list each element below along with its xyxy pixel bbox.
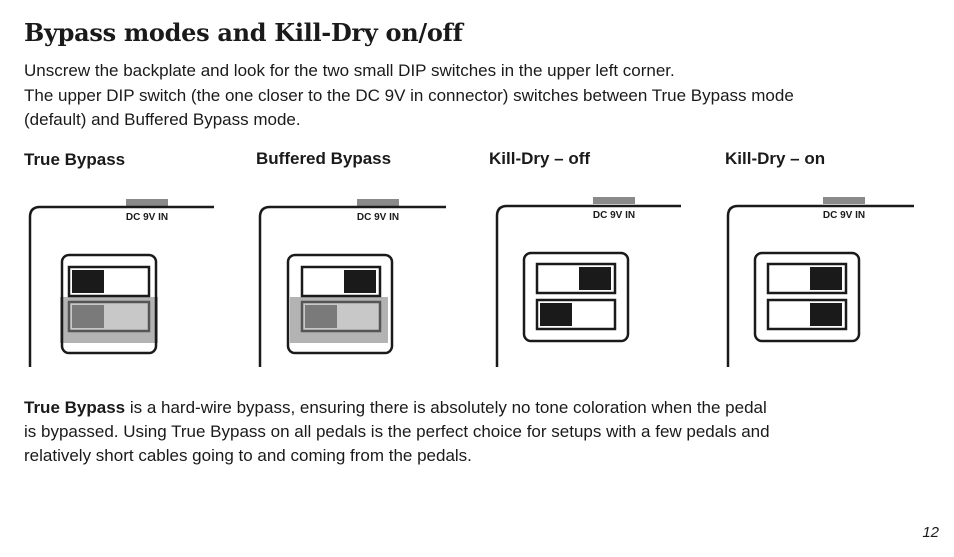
description-line	[24, 396, 939, 420]
description-line: relatively short cables going to and coming from the pedals.	[24, 446, 472, 465]
intro-line: (default) and Buffered Bypass mode.	[24, 110, 301, 129]
description-paragraph	[24, 396, 939, 468]
dc-9v-in-label: DC 9V IN	[356, 212, 400, 223]
page-number: 12	[922, 524, 939, 541]
lower-switch-knob	[305, 305, 337, 328]
dc-9v-in-label: DC 9V IN	[125, 212, 169, 223]
dip-switch-illustration	[28, 199, 218, 369]
dip-diagram-buffered-bypass	[258, 199, 448, 369]
dc-connector	[593, 197, 635, 204]
dc-9v-in-label: DC 9V IN	[822, 210, 866, 221]
dc-connector	[126, 199, 168, 206]
upper-switch-knob	[72, 270, 104, 293]
dc-connector	[823, 197, 865, 204]
lower-switch-knob	[540, 303, 572, 326]
diagram-label-kill-dry-on: Kill-Dry – on	[725, 149, 826, 168]
diagram-label-true-bypass: True Bypass	[24, 150, 126, 169]
lower-switch-knob	[72, 305, 104, 328]
dc-connector	[357, 199, 399, 206]
dip-diagram-true-bypass	[28, 199, 218, 369]
intro-line: The upper DIP switch (the one closer to the DC 9V in connector) switches between True Bypass mode	[24, 85, 794, 105]
dip-diagram-kill-dry-on	[726, 197, 916, 367]
dip-diagram-kill-dry-off	[495, 197, 685, 367]
intro-paragraph	[24, 59, 939, 133]
diagram-label-buffered-bypass: Buffered Bypass	[256, 149, 392, 168]
upper-switch-knob	[344, 270, 376, 293]
dip-switch-illustration	[726, 197, 916, 367]
upper-switch-knob	[579, 267, 611, 290]
diagram-label-kill-dry-off: Kill-Dry – off	[489, 149, 591, 168]
lower-switch-knob	[810, 303, 842, 326]
intro-line: Unscrew the backplate and look for the two small DIP switches in the upper left corner.	[24, 61, 675, 80]
page-title: Bypass modes and Kill-Dry on/off	[24, 18, 463, 47]
dip-switch-illustration	[258, 199, 448, 369]
description-term: True Bypass	[24, 398, 126, 417]
dip-switch-illustration	[495, 197, 685, 367]
upper-switch-knob	[810, 267, 842, 290]
dc-9v-in-label: DC 9V IN	[592, 210, 636, 221]
description-text: is a hard-wire bypass, ensuring there is absolutely no tone coloration when the pedal	[125, 398, 767, 417]
description-line: is bypassed. Using True Bypass on all pedals is the perfect choice for setups with a few pedals and	[24, 422, 770, 441]
